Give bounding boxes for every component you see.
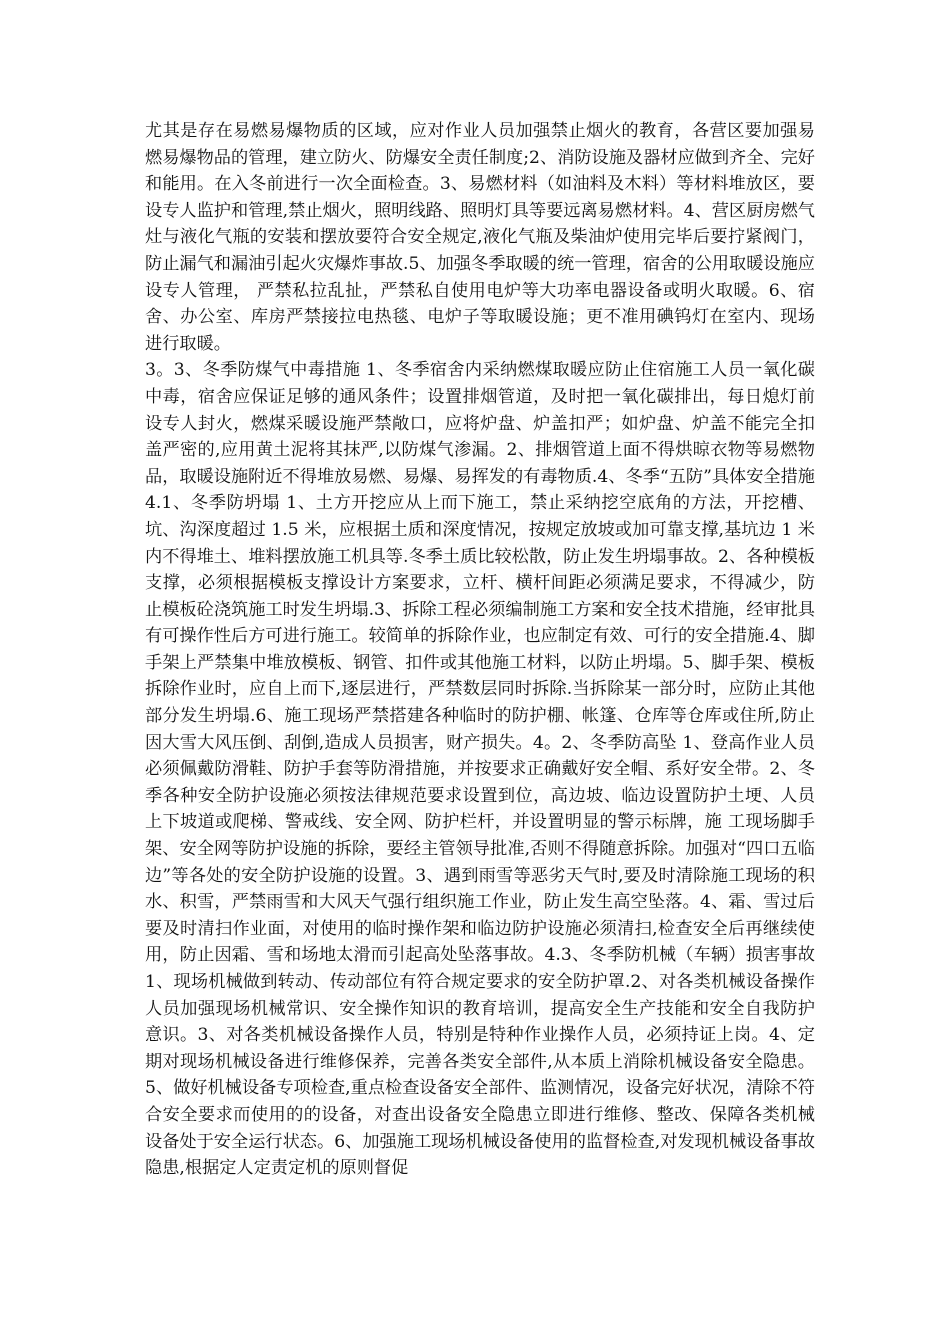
paragraph-safety-measures: 3。3、冬季防煤气中毒措施 1、冬季宿舍内采纳燃煤取暖应防止住宿施工人员一氧化碳中毒，宿舍应保证足够的通风条件；设置排烟管道，及时把一氧化碳排出，每日熄灯前设专人封火，燃煤采暖设施严禁敞口，应将炉盘、炉盖扣严；如炉盘、炉盖不能完全扣盖严密的,应用黄土泥将其抹严,以防煤气渗漏。2、排烟管道上面不得烘晾衣物等易燃物品，取暖设施附近不得堆放易燃、易爆、易挥发的有毒物质.4、冬季“五防”具体安全措施 4.1、冬季防坍塌 1、土方开挖应从上而下施工，禁止采纳挖空底角的方法，开挖槽、坑、沟深度超过 1.5 米，应根据土质和深度情况，按规定放坡或加可靠支撑,基坑边 1 米内不得堆土、堆料摆放施工机具等.冬季土质比较松散，防止发生坍塌事故。2、各种模板支撑，必须根据模板支撑设计方案要求，立杆、横杆间距必须满足要求，不得减少，防止模板砼浇筑施工时发生坍塌.3、拆除工程必须编制施工方案和安全技术措施，经审批具有可操作性后方可进行施工。较简单的拆除作业，也应制定有效、可行的安全措施.4、脚手架上严禁集中堆放模板、钢管、扣件或其他施工材料，以防止坍塌。5、脚手架、模板拆除作业时，应自上而下,逐层进行，严禁数层同时拆除.当拆除某一部分时，应防止其他部分发生坍塌.6、施工现场严禁搭建各种临时的防护棚、帐篷、仓库等仓库或住所,防止因大雪大风压倒、刮倒,造成人员损害，财产损失。4。2、冬季防高坠 1、登高作业人员必须佩戴防滑鞋、防护手套等防滑措施，并按要求正确戴好安全帽、系好安全带。2、冬季各种安全防护设施必须按法律规范要求设置到位，高边坡、临边设置防护土埂、人员上下坡道或爬梯、警戒线、安全网、防护栏杆，并设置明显的警示标牌，施 工现场脚手架、安全网等防护设施的拆除，要经主管领导批准,否则不得随意拆除。加强对“四口五临边”等各处的安全防护设施的设置。3、遇到雨雪等恶劣天气时,要及时清除施工现场的积水、积雪，严禁雨雪和大风天气强行组织施工作业，防止发生高空坠落。4、霜、雪过后要及时清扫作业面，对使用的临时操作架和临边防护设施必须清扫,检查安全后再继续使用，防止因霜、雪和场地太滑而引起高处坠落事故。4.3、冬季防机械（车辆）损害事故 1、现场机械做到转动、传动部位有符合规定要求的安全防护罩.2、对各类机械设备操作人员加强现场机械常识、安全操作知识的教育培训，提高安全生产技能和安全自我防护意识。3、对各类机械设备操作人员，特别是特种作业操作人员，必须持证上岗。4、定期对现场机械设备进行维修保养，完善各类安全部件,从本质上消除机械设备安全隐患。5、做好机械设备专项检查,重点检查设备安全部件、监测情况，设备完好状况，清除不符合安全要求而使用的的设备，对查出设备安全隐患立即进行维修、整改、保障各类机械设备处于安全运行状态。6、加强施工现场机械设备使用的监督检查,对发现机械设备事故隐患,根据定人定责定机的原则督促 [145,360,815,1179]
document-body [145,118,815,1182]
paragraph-fire-prevention: 尤其是存在易燃易爆物质的区域，应对作业人员加强禁止烟火的教育，各营区要加强易燃易爆物品的管理，建立防火、防爆安全责任制度;2、消防设施及器材应做到齐全、完好和能用。在入冬前进行一次全面检查。3、易燃材料（如油料及木料）等材料堆放区，要设专人监护和管理,禁止烟火，照明线路、照明灯具等要远离易燃材料。4、营区厨房燃气灶与液化气瓶的安装和摆放要符合安全规定,液化气瓶及柴油炉使用完毕后要拧紧阀门，防止漏气和漏油引起火灾爆炸事故.5、加强冬季取暖的统一管理，宿舍的公用取暖设施应设专人管理， 严禁私拉乱扯，严禁私自使用电炉等大功率电器设备或明火取暖。6、宿舍、办公室、库房严禁接拉电热毯、电炉子等取暖设施；更不准用碘钨灯在室内、现场进行取暖。 [145,121,815,354]
